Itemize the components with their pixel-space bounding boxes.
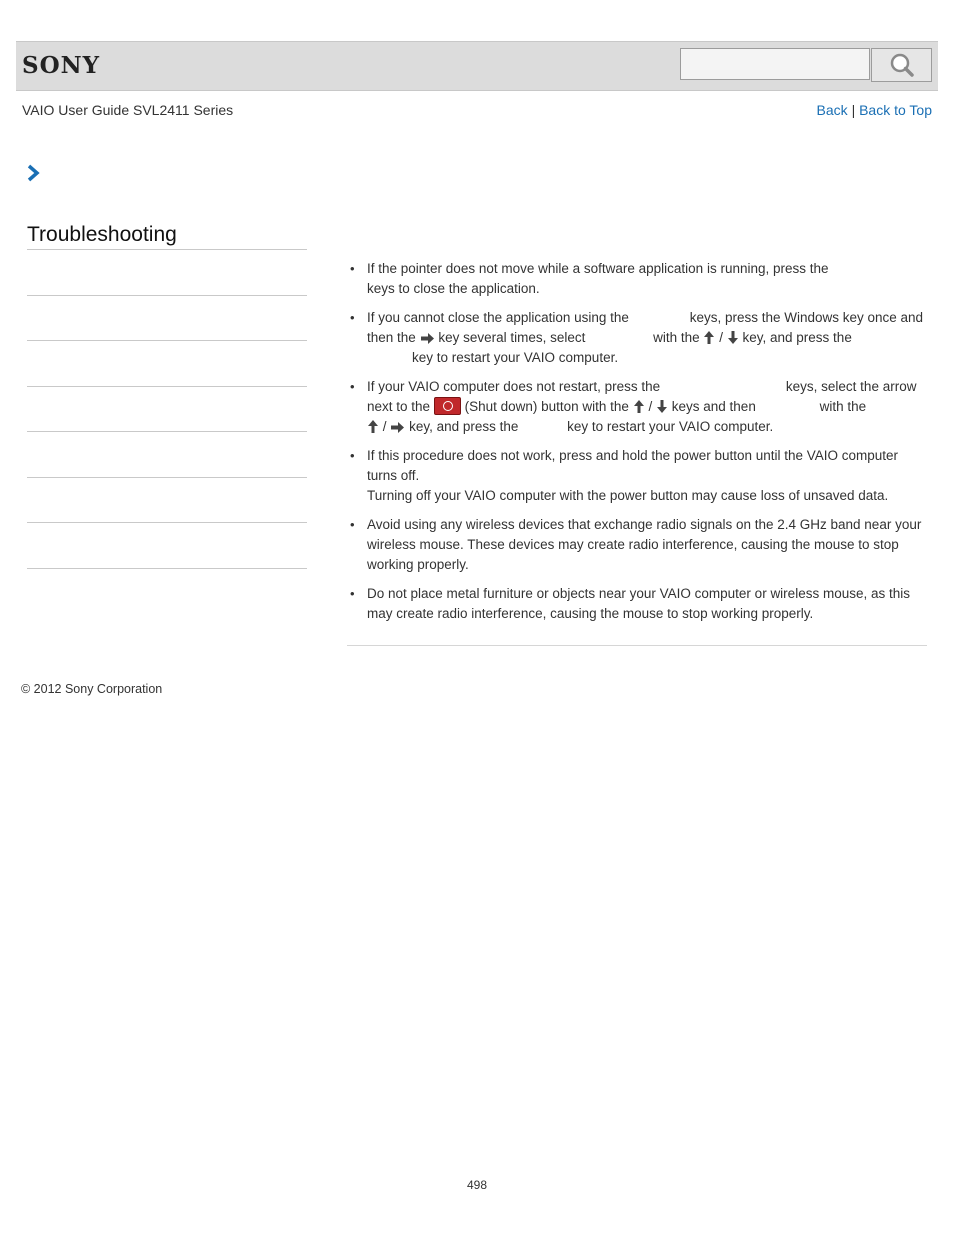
list-item: • Do not place metal furniture or objects near your VAIO computer or wireless mouse, as this may create radio interference, causing the mouse to stop working properly. bbox=[347, 584, 927, 624]
content-divider bbox=[347, 645, 927, 646]
tips-list bbox=[347, 259, 927, 624]
sidebar-divider bbox=[27, 340, 307, 341]
sidebar-item[interactable] bbox=[27, 479, 307, 523]
sidebar-divider bbox=[27, 522, 307, 523]
copyright: © 2012 Sony Corporation bbox=[21, 682, 163, 696]
sidebar-item[interactable] bbox=[27, 342, 307, 386]
list-item: • If your VAIO computer does not restart, press the keys, select the arrow next to the (Shut down) button with the / keys and then with the / key, and press the key to restart your VAIO computer. bbox=[347, 377, 927, 437]
search-button[interactable] bbox=[871, 48, 932, 82]
list-item: • If you cannot close the application using the keys, press the Windows key once and then the key several times, select with the / key, and press the key to restart your VAIO computer. bbox=[347, 308, 927, 368]
up-arrow-icon bbox=[703, 330, 715, 345]
sony-logo: SONY bbox=[22, 52, 101, 79]
chevron-right-icon[interactable] bbox=[26, 164, 40, 182]
main-content bbox=[347, 259, 927, 633]
sidebar-divider bbox=[27, 568, 307, 569]
page-number: 498 bbox=[466, 1178, 488, 1192]
sidebar-divider bbox=[27, 295, 307, 296]
sidebar-item[interactable] bbox=[27, 297, 307, 341]
sidebar-item[interactable] bbox=[27, 433, 307, 477]
sidebar-item[interactable] bbox=[27, 251, 307, 295]
shutdown-button-icon bbox=[434, 397, 461, 415]
sidebar-item[interactable] bbox=[27, 388, 307, 432]
guide-title: VAIO User Guide SVL2411 Series bbox=[22, 102, 234, 118]
sidebar-divider bbox=[27, 249, 307, 250]
back-to-top-link[interactable]: Back to Top bbox=[859, 102, 932, 118]
down-arrow-icon bbox=[656, 399, 668, 414]
up-arrow-icon bbox=[367, 419, 379, 434]
search-input[interactable] bbox=[680, 48, 870, 80]
right-arrow-icon bbox=[420, 332, 435, 345]
sidebar-divider bbox=[27, 386, 307, 387]
right-arrow-icon bbox=[390, 421, 405, 434]
down-arrow-icon bbox=[727, 330, 739, 345]
list-item: • Avoid using any wireless devices that exchange radio signals on the 2.4 GHz band near your wireless mouse. These devices may create radio interference, causing the mouse to stop working properly. bbox=[347, 515, 927, 575]
list-item: • If this procedure does not work, press and hold the power button until the VAIO computer turns off. Turning off your VAIO computer with the power button may cause loss of unsaved data. bbox=[347, 446, 927, 506]
back-link[interactable]: Back bbox=[816, 102, 848, 118]
link-separator: | bbox=[851, 102, 856, 118]
section-title: Troubleshooting bbox=[27, 223, 177, 246]
sidebar-divider bbox=[27, 477, 307, 478]
list-item: • If the pointer does not move while a software application is running, press the keys to close the application. bbox=[347, 259, 927, 299]
sidebar-item[interactable] bbox=[27, 524, 307, 568]
up-arrow-icon bbox=[633, 399, 645, 414]
sidebar-divider bbox=[27, 431, 307, 432]
search-icon bbox=[889, 52, 915, 78]
top-nav-links bbox=[817, 102, 932, 118]
